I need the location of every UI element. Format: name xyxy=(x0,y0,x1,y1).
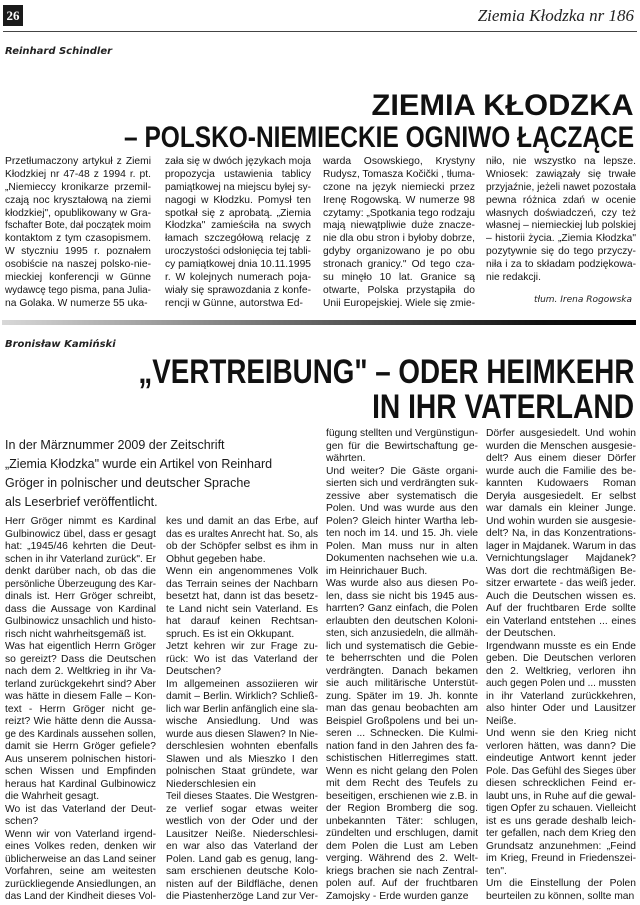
text-line: „Niemieccy kronikarze przemil- xyxy=(5,181,151,193)
text-line: su minęło 10 lat. Granice są xyxy=(323,272,475,284)
text-line: propozycja ustawienia tablicy xyxy=(165,168,311,180)
text-line: im Heinrichauer Buch. xyxy=(326,565,428,577)
text-line: pewna różnica zdań w ocenie xyxy=(486,194,636,206)
article2-author: Bronisław Kamiński xyxy=(5,339,116,350)
text-line: kontaktom z tym czasopismem. xyxy=(5,233,151,245)
text-line: mit dem Recht des Teufels zu xyxy=(326,778,478,789)
text-line: Zamojsky - Erde wurden ganze xyxy=(326,890,469,902)
text-line: fügung stellten und Vergünstigun- xyxy=(326,428,478,439)
text-line: fschafter Bote, dał początek moim xyxy=(5,220,151,232)
text-line: polen auf. Auf der fruchtbaren xyxy=(326,878,478,889)
text-line: die Piastenherzöge Land zur Ver- xyxy=(166,891,318,902)
text-line: sie auch militärische Unterstüt- xyxy=(326,678,478,689)
text-line: unbekannten Täter: schlugen, xyxy=(326,815,478,827)
text-line: reizt? Wie hätte denn die Aussa- xyxy=(5,716,156,727)
article2-column-4 xyxy=(486,428,636,903)
text-line: auch gegen Polen und ... mussten xyxy=(486,678,636,689)
text-line: beseitigen, erschienen wie z.B. in xyxy=(326,790,478,802)
article1-column-3 xyxy=(323,156,475,311)
text-line: kes und damit an das Erbe, auf xyxy=(166,516,318,527)
text-line: ten". xyxy=(486,865,507,877)
text-line: kriegs brachen sie nach Zentral- xyxy=(326,865,478,877)
text-line: niła i za to składam podziękowa- xyxy=(486,259,636,271)
text-line: hat darauf keinen Rechtsan- xyxy=(166,616,318,627)
text-line: risch nicht wahrheitsgemäß ist. xyxy=(5,628,147,640)
text-line: te beherrschten und die Polen xyxy=(326,653,478,664)
intro-line: „Ziemia Kłodzka" wurde ein Artikel von Reinhard xyxy=(5,457,273,471)
text-line: text - Herrn Gröger nicht ge- xyxy=(5,703,156,715)
text-line: Im allgemeinen assoziieren wir xyxy=(166,678,318,690)
text-line: schen Wissen und Empfinden xyxy=(5,766,156,777)
text-line: den 2. Weltkrieg, verloren ihn xyxy=(486,665,636,677)
text-line: Rudysz, Tomasza Kočički , tłuma- xyxy=(323,168,475,180)
text-line: ge des Kardinals aussehen sollen, xyxy=(5,728,156,740)
text-line: Auf der fruchtbaren Erde sollte xyxy=(486,603,636,614)
text-line: währten. xyxy=(326,453,366,464)
article2-column-1 xyxy=(5,516,156,904)
text-line: nisten auf der Bildfläche, denen xyxy=(166,878,318,890)
text-line: heraus hat Kardinal Gulbinowicz xyxy=(5,778,156,790)
text-line: ist es uns gerade deshalb leich- xyxy=(486,815,636,827)
text-line: Deryła ausgesiedelt. Er selbst xyxy=(486,490,636,502)
text-line: gen für die Bewirtschaftung ge- xyxy=(326,440,478,452)
text-line: Neiße. xyxy=(486,715,517,727)
text-line: ob der Schöpfer selbst es ihm in xyxy=(166,541,318,552)
text-line: Beispiel Großpolens und bei un- xyxy=(326,715,478,727)
text-line: dass die Aussage von Kardinal xyxy=(5,603,156,615)
text-line: Wenn wir von Vaterland irgend- xyxy=(5,828,156,840)
text-line: Gulbinowicz unsachlich und histo- xyxy=(5,616,156,627)
text-line: damit sie Herrn Gröger gefiele? xyxy=(5,741,156,752)
text-line: delt? Aus einem dieser Dörfer xyxy=(486,453,636,464)
article2-column-3 xyxy=(326,428,478,903)
text-line: denkt darüber nach, ob das die xyxy=(5,566,156,577)
text-line: Deutschen? xyxy=(166,666,221,677)
text-line: Herr Gröger nimmt es Kardinal xyxy=(5,516,156,527)
article1-title-line-2: – POLSKO-NIEMIECKIE OGNIWO ŁĄCZĄCE xyxy=(124,121,634,154)
text-line: geben. Die Deutschen verloren xyxy=(486,653,636,664)
text-line: delt? Na, in das Konzentrations- xyxy=(486,528,636,539)
text-line: uroczystości odsłonięcia tej tabli- xyxy=(165,246,311,258)
text-line: nie dla obu stron i byłoby dobrze, xyxy=(323,233,475,245)
text-line: len, dass sie nicht bis 1945 aus- xyxy=(326,590,478,602)
text-line: seren ... Schnecken. Die Kulmi- xyxy=(326,728,478,739)
text-line: czytamy: „Spotkania tego rodzaju xyxy=(323,207,475,219)
text-line: Unii Europejskiej. Wiele się zmie- xyxy=(323,297,475,309)
intro-line: als Leserbrief veröffentlicht. xyxy=(5,495,158,509)
article1-column-1 xyxy=(5,156,151,311)
text-line: ein Vaterland entstehen ... eines xyxy=(486,615,636,627)
text-line: wurde aus diesen Slawen? In Nie- xyxy=(166,728,318,740)
text-line: spotkał się z aprobatą. „Ziemia xyxy=(165,207,311,219)
header-rule xyxy=(3,31,637,32)
intro-line: In der Märznummer 2009 der Zeitschrift xyxy=(5,438,225,452)
text-line: Vernichtungslager Majdanek? xyxy=(486,553,636,564)
text-line: schen in ihr Vaterland zurück". Er xyxy=(5,553,156,565)
article2-title-line-2: IN IHR VATERLAND xyxy=(372,388,634,426)
text-line: przyjaźnie, jeżeli nawet pozostała xyxy=(486,181,636,193)
text-line: pozytywnie się do tego przyczy- xyxy=(486,246,636,258)
text-line: hat: „1945/46 kehrten die Deut- xyxy=(5,541,156,552)
text-line: niło, nie wszystko na lepsze. xyxy=(486,156,636,167)
text-line: besetzt hat, dann ist das besetz- xyxy=(166,591,318,602)
translator-signature: tłum. Irena Rogowska xyxy=(533,295,632,305)
text-line: wurden die Menschen ausgesie- xyxy=(486,440,636,452)
text-line: das Terrain seines der Nachbarn xyxy=(166,578,318,590)
text-line: der Deutschen. xyxy=(486,628,556,639)
text-line: Und wohin wurden sie ausgesie- xyxy=(486,515,636,527)
text-line: harrten? Ganz einfach, die Polen xyxy=(326,603,478,614)
text-line: die Wahrheit gesagt. xyxy=(5,791,100,802)
text-line: Was wurde also aus diesen Po- xyxy=(326,578,478,589)
text-line: wische Ansiedlung. Und was xyxy=(166,716,318,727)
text-line: erlaubten den deutschen Koloni- xyxy=(326,615,478,627)
text-line: Auch die Deutschen wissen es. xyxy=(486,590,636,602)
text-line: – historii życia. „Ziemia Kłodzka" xyxy=(486,233,636,245)
text-line: Wo ist das Vaterland der Deut- xyxy=(5,803,156,815)
text-line: otwarte, Polska przystąpiła do xyxy=(323,284,475,296)
text-line: własnych doświadczeń, czy też xyxy=(486,207,636,219)
text-line: sitzer erwartete - das weiß jeder. xyxy=(486,578,636,589)
text-line: laubt uns, in Ruhe auf die gewal- xyxy=(486,790,636,802)
text-line: Gulbinowicz übel, dass er gesagt xyxy=(5,528,156,540)
text-line: dem Polen die Lust am Leben xyxy=(326,840,478,852)
text-line: Dokumenten nachsehen wie u.a. xyxy=(326,553,478,564)
text-line: Wenn ein angenommenes Volk xyxy=(166,566,318,577)
text-line: rencji w Günne, autorstwa Ed- xyxy=(165,297,303,309)
text-line: terland zurückgekehrt sind? Aber xyxy=(5,678,156,690)
intro-line: Gröger in polnischer und deutscher Sprache xyxy=(5,476,251,490)
text-line: derschlesien wohnten ebenfalls xyxy=(166,741,318,752)
text-line: wiały się sprawozdania z konfe- xyxy=(165,284,311,296)
text-line: westlich von der Oder und der xyxy=(166,816,318,827)
text-line: Przetłumaczony artykuł z Ziemi xyxy=(5,156,151,167)
text-line: zessive aber systematisch die xyxy=(326,490,478,502)
text-line: eines Volkes reden, denken wir xyxy=(5,841,156,852)
text-line: Grundsatz anzunehmen: „Feind xyxy=(486,840,636,852)
text-line: tigen Opfer zu schauen. Vielleicht xyxy=(486,803,636,814)
text-line: osobiście na naszej polsko-nie- xyxy=(5,259,151,271)
article1-column-4 xyxy=(486,156,636,285)
text-line: Und wenn sie den Krieg nicht xyxy=(486,728,636,739)
text-line: Polen. Land gab es genug, lang- xyxy=(166,853,318,865)
text-line: schen? xyxy=(5,816,39,827)
text-line: verging. Während des 2. Welt- xyxy=(326,853,478,864)
text-line: Teil dieses Staates. Die Westgren- xyxy=(166,791,318,802)
article1-column-2 xyxy=(165,156,311,311)
text-line: polnischen Staat gründete, war xyxy=(166,766,318,777)
text-line: stronach granicy." Od tego cza- xyxy=(323,259,475,271)
text-line: na Golaka. W numerze 55 uka- xyxy=(5,297,148,309)
text-line: cy pamiątkowej dnia 10.11.1995 xyxy=(165,259,311,271)
text-line: gdyby organizowano je po obu xyxy=(323,246,475,258)
text-line: zała się w dwóch językach moja xyxy=(165,156,311,167)
text-line: Aus unserem polnischen histori- xyxy=(5,753,156,765)
text-line: Um die Einstellung der Polen xyxy=(486,878,636,889)
text-line: lich und systematisch die Gebie- xyxy=(326,640,478,652)
text-line: Kłodzka" zamieściła na swych xyxy=(165,220,311,232)
text-line: in ihr Vaterland zurückkehren, xyxy=(486,690,636,702)
text-line: Wniosek: zawiązały się trwałe xyxy=(486,168,636,180)
text-line: W styczniu 1995 r. poznałem xyxy=(5,246,151,258)
text-line: zurückliegende Ansiedlungen, an xyxy=(5,878,156,890)
article-divider xyxy=(2,320,636,325)
text-line: Obhut gegeben habe. xyxy=(166,553,266,565)
text-line: Jetzt kehren wir zur Frage zu- xyxy=(166,641,318,652)
text-line: Und weiter? Die Gäste organi- xyxy=(326,465,478,477)
text-line: Vorfahren, seine am weitesten xyxy=(5,866,156,877)
text-line: zung. Später im 19. Jh. konnte xyxy=(326,690,478,702)
text-line: ten noch im 14. und 15. Jh. viele xyxy=(326,528,478,539)
text-line: schistischen Hitlerregimes statt. xyxy=(326,753,478,764)
text-line: was hätte in diesem Falle – Kon- xyxy=(5,691,156,702)
text-line: Was dort die rechtmäßigen Be- xyxy=(486,565,636,577)
text-line: Lausitzer Neiße. Niederschlesi- xyxy=(166,828,318,840)
text-line: Polen. Und was wurde aus den xyxy=(326,503,478,514)
text-line: diesen schrecklichen Feind er- xyxy=(486,778,636,789)
text-line: czają noc kryształową na ziemi xyxy=(5,194,151,206)
text-line: sam erschienen deutsche Kolo- xyxy=(166,866,318,877)
text-line: Niederschlesien ein xyxy=(166,778,256,790)
text-line: wurde auch die Familie des be- xyxy=(486,465,636,477)
text-line: spruch. Es ist ein Okkupant. xyxy=(166,628,295,640)
text-line: das es uraltes Anrecht hat. So, als xyxy=(166,528,318,540)
text-line: łamach szczegółową relację z xyxy=(165,233,311,245)
text-line: üblicherweise an das Land seiner xyxy=(5,853,156,865)
text-line: en war also das Vaterland der xyxy=(166,841,318,852)
text-line: sten, sich anzusiedeln, die allmäh- xyxy=(326,628,478,639)
text-line: eindeutige Antwort kennt jeder xyxy=(486,753,636,764)
text-line: mają niewątpliwie duże znacze- xyxy=(323,220,475,232)
article2-title-line-1: „VERTREIBUNG" – ODER HEIMKEHR xyxy=(138,353,634,391)
text-line: war damals ein kleiner Junge. xyxy=(486,503,636,514)
text-line: so gereizt? Dass die Deutschen xyxy=(5,653,156,665)
text-line: lager in Majdanek. Warum in das xyxy=(486,540,636,552)
text-line: wydawcę tego pisma, pana Julia- xyxy=(5,284,151,296)
text-line: ter gefallen, nach dem Krieg den xyxy=(486,828,636,839)
text-line: te Land nicht sein Vaterland. Es xyxy=(166,603,318,615)
text-line: rück: Wo ist das Vaterland der xyxy=(166,653,318,665)
text-line: mieckiej konferencji w Günne xyxy=(5,272,151,284)
text-line: zündelten und erschlugen, damit xyxy=(326,828,478,839)
text-line: beurteilen zu können, sollte man xyxy=(486,890,635,902)
text-line: das Land der Kindheit dieses Vol- xyxy=(5,891,156,902)
text-line: własnej – niemieckiej lub polskiej xyxy=(486,220,636,232)
text-line: also hinter Oder und Lausitzer xyxy=(486,703,636,714)
text-line: verdrängten. Danach bekamen xyxy=(326,665,478,677)
text-line: lich war Berlin anfänglich eine sla- xyxy=(166,703,318,715)
text-line: nagogi w Kłodzku. Pomysł ten xyxy=(165,194,311,206)
text-line: Pole. Das Gefühl des Sieges über xyxy=(486,765,636,777)
text-line: Polen? Gleich hinter Wartha leb- xyxy=(326,515,478,527)
text-line: der Region Bromberg die sog. xyxy=(326,803,478,814)
text-line: im Krieg, Freund in Friedenszei- xyxy=(486,853,636,864)
text-line: Dörfer ausgesiedelt. Und wohin xyxy=(486,428,636,439)
text-line: dinals ist. Herr Gröger schreibt, xyxy=(5,591,156,602)
text-line: ze verlief sogar etwas weiter xyxy=(166,803,318,815)
text-line: kannten Kudowaers Roman xyxy=(486,478,636,489)
article1-author: Reinhard Schindler xyxy=(5,46,113,57)
text-line: Polen. Man muss nur in alten xyxy=(326,540,478,552)
text-line: nach dem 2. Weltkrieg in ihr Va- xyxy=(5,666,156,677)
text-line: Wenn es nicht gelang den Polen xyxy=(326,765,478,777)
text-line: damit – Berlin. Wirklich? Schließ- xyxy=(166,691,318,702)
text-line: persönliche Überzeugung des Kar- xyxy=(5,578,156,590)
text-line: verloren hätten, was dann? Die xyxy=(486,740,636,752)
article2-column-2 xyxy=(166,516,318,904)
text-line: Slawen und als Mieszko I den xyxy=(166,753,318,765)
text-line: Irenę Rogowską. W numerze 98 xyxy=(323,194,475,206)
text-line: pamiątkowej na miejscu byłej sy- xyxy=(165,181,311,193)
text-line: nation fand in den Jahren des fa- xyxy=(326,740,478,752)
text-line: Kłodzkiej nr 47-48 z 1994 r. pt. xyxy=(5,168,151,180)
text-line: Irgendwann musste es ein Ende xyxy=(486,640,636,652)
page-number: 26 xyxy=(3,5,23,26)
text-line: man das genau beobachten am xyxy=(326,703,478,714)
text-line: kłodzkiej", opublikowany w Gra- xyxy=(5,207,151,219)
text-line: Was hat eigentlich Herrn Gröger xyxy=(5,641,156,652)
text-line: czone na język niemiecki przez xyxy=(323,181,475,193)
text-line: sierten sich und verdrängten suk- xyxy=(326,478,478,489)
text-line: warda Osowskiego, Krystyny xyxy=(323,156,475,167)
magazine-issue-title: Ziemia Kłodzka nr 186 xyxy=(477,6,634,25)
article1-title-line-1: ZIEMIA KŁODZKA xyxy=(372,89,634,122)
text-line: r. W kolejnych numerach poja- xyxy=(165,272,311,284)
text-line: nie redakcji. xyxy=(486,272,541,284)
